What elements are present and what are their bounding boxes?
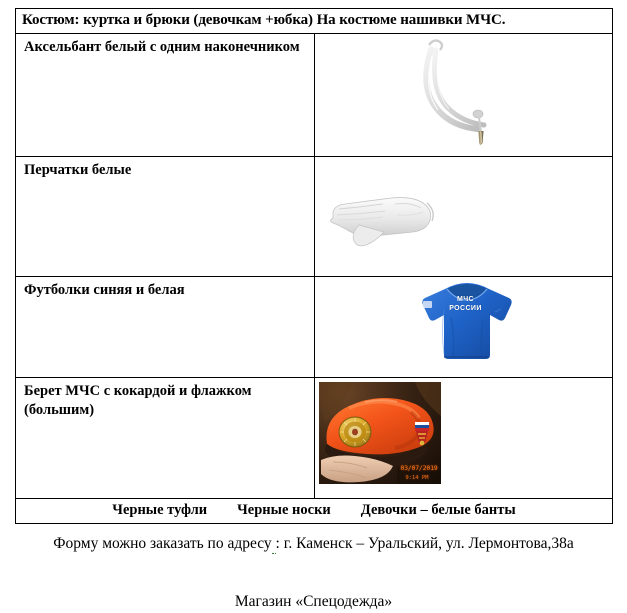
order-address-note	[40, 533, 587, 555]
footer-item-socks: Черные носки	[237, 501, 331, 518]
tshirt-print-line-2: РОССИИ	[449, 304, 482, 312]
row-label-tshirts: Футболки синяя и белая	[16, 276, 315, 377]
row-media-tshirts	[314, 276, 613, 377]
table-row	[16, 276, 613, 377]
table-row	[16, 156, 613, 276]
row-label-aiguillette: Аксельбант белый с одним наконечником	[16, 33, 315, 156]
photo-timestamp-time: 9:14 PM	[405, 474, 429, 481]
aiguillette-photo	[403, 36, 533, 146]
row-media-gloves	[314, 156, 613, 276]
photo-timestamp-date: 03/07/2019	[400, 463, 438, 472]
order-note-part-1: Форму можно заказать по адресу	[53, 534, 272, 552]
shop-name-note: Магазин «Спецодежда»	[234, 592, 393, 610]
table-row	[16, 33, 613, 156]
table-header-row	[16, 9, 613, 34]
footer-row-cell	[16, 498, 613, 523]
row-label-beret: Берет МЧС с кокардой и флажком (большим)	[16, 377, 315, 498]
uniform-requirements-table	[15, 8, 613, 524]
aiguillette-illustration	[403, 36, 533, 146]
blue-tshirt-illustration	[411, 279, 521, 369]
white-glove-photo	[323, 185, 453, 247]
order-note-part-2: : г. Каменск – Уральский, ул. Лермонтова,38а	[275, 534, 574, 552]
row-media-aiguillette	[314, 33, 613, 156]
white-glove-illustration	[323, 185, 453, 247]
blue-tshirt-photo	[411, 279, 521, 369]
table-row	[16, 377, 613, 498]
row-media-beret	[314, 377, 613, 498]
footer-item-shoes: Черные туфли	[112, 501, 208, 518]
footer-item-bows: Девочки – белые банты	[360, 501, 516, 518]
orange-beret-photo	[319, 382, 441, 484]
table-header-text: Костюм: куртка и брюки (девочкам +юбка) На костюме нашивки МЧС.	[16, 9, 613, 34]
row-label-gloves: Перчатки белые	[16, 156, 315, 276]
tshirt-print-line-1: МЧС	[456, 295, 474, 303]
table-footer-row	[16, 498, 613, 523]
